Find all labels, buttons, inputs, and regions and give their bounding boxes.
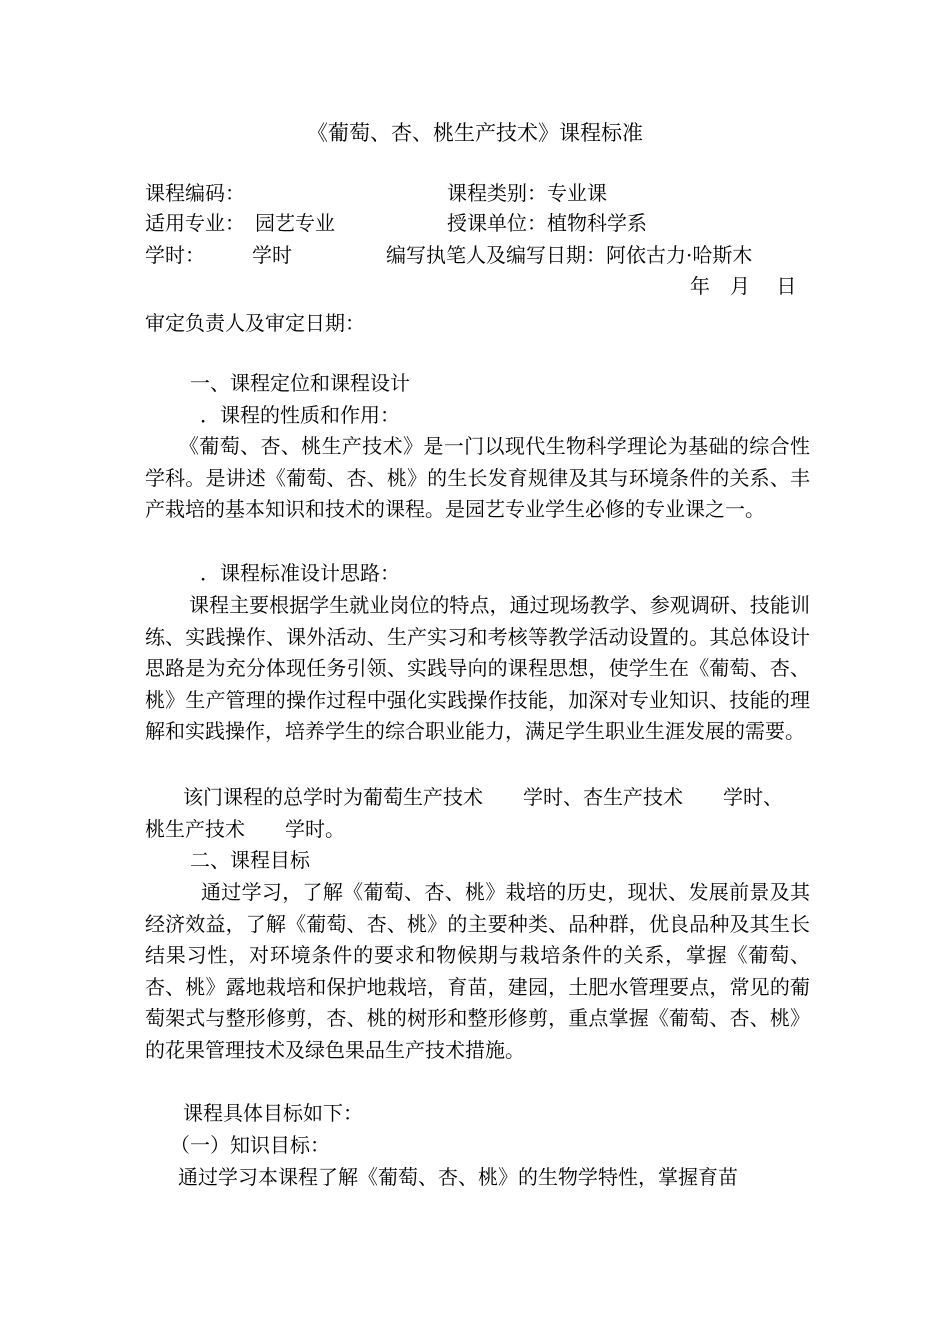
writing-date: 年 月 日 bbox=[690, 274, 797, 298]
section-1-heading: 一、课程定位和课程设计 bbox=[190, 371, 410, 395]
course-code-label: 课程编码： bbox=[145, 181, 245, 205]
hours-unit: 学时 bbox=[252, 243, 292, 267]
section-1-sub1-paragraph: 《葡萄、杏、桃生产技术》是一门以现代生物科学理论为基础的综合性学科。是讲述《葡萄、杏、桃》的生长发育规律及其与环境条件的关系、丰产栽培的基本知识和技术的课程。是园艺专业学生必修的专业课之一。 bbox=[145, 434, 810, 521]
section-2-paragraph: 通过学习，了解《葡萄、杏、桃》栽培的历史，现状、发展前景及其经济效益，了解《葡萄、杏、桃》的主要种类、品种群，优良品种及其生长结果习性，对环境条件的要求和物候期与栽培条件的关系，掌握《葡萄、杏、桃》露地栽培和保护地栽培，育苗，建园，土肥水管理要点，常见的葡萄架式与整形修剪，杏、桃的树形和整形修剪，重点掌握《葡萄、杏、桃》的花果管理技术及绿色果品生产技术措施。 bbox=[145, 880, 810, 1062]
section-1-sub1-heading: ．课程的性质和作用： bbox=[200, 403, 400, 427]
applicable-major: 适用专业： 园艺专业 bbox=[145, 211, 335, 235]
author-and-date: 编写执笔人及编写日期：阿依古力·哈斯木 bbox=[386, 243, 753, 267]
total-hours-line-2: 桃生产技术 学时。 bbox=[145, 817, 345, 841]
knowledge-goals-text: 通过学习本课程了解《葡萄、杏、桃》的生物学特性，掌握育苗 bbox=[178, 1165, 738, 1189]
knowledge-goals-heading: （一）知识目标： bbox=[170, 1133, 330, 1157]
section-1-sub2-heading: ．课程标准设计思路： bbox=[200, 561, 400, 585]
section-2-heading: 二、课程目标 bbox=[190, 848, 310, 872]
reviewer-line: 审定负责人及审定日期： bbox=[145, 311, 365, 335]
course-type: 课程类别：专业课 bbox=[447, 181, 607, 205]
teaching-department: 授课单位：植物科学系 bbox=[447, 211, 647, 235]
total-hours-line-1: 该门课程的总学时为葡萄生产技术 学时、杏生产技术 学时、 bbox=[183, 785, 783, 809]
document-title: 《葡萄、杏、桃生产技术》课程标准 bbox=[307, 121, 643, 145]
section-1-sub2-paragraph: 课程主要根据学生就业岗位的特点，通过现场教学、参观调研、技能训练、实践操作、课外活动、生产实习和考核等教学活动设置的。其总体设计思路是为充分体现任务引领、实践导向的课程思想，使学生在《葡萄、杏、桃》生产管理的操作过程中强化实践操作技能，加深对专业知识、技能的理解和实践操作，培养学生的综合职业能力，满足学生职业生涯发展的需要。 bbox=[145, 593, 810, 743]
hours-label: 学时： bbox=[145, 243, 205, 267]
specific-goals-line: 课程具体目标如下： bbox=[183, 1101, 363, 1125]
